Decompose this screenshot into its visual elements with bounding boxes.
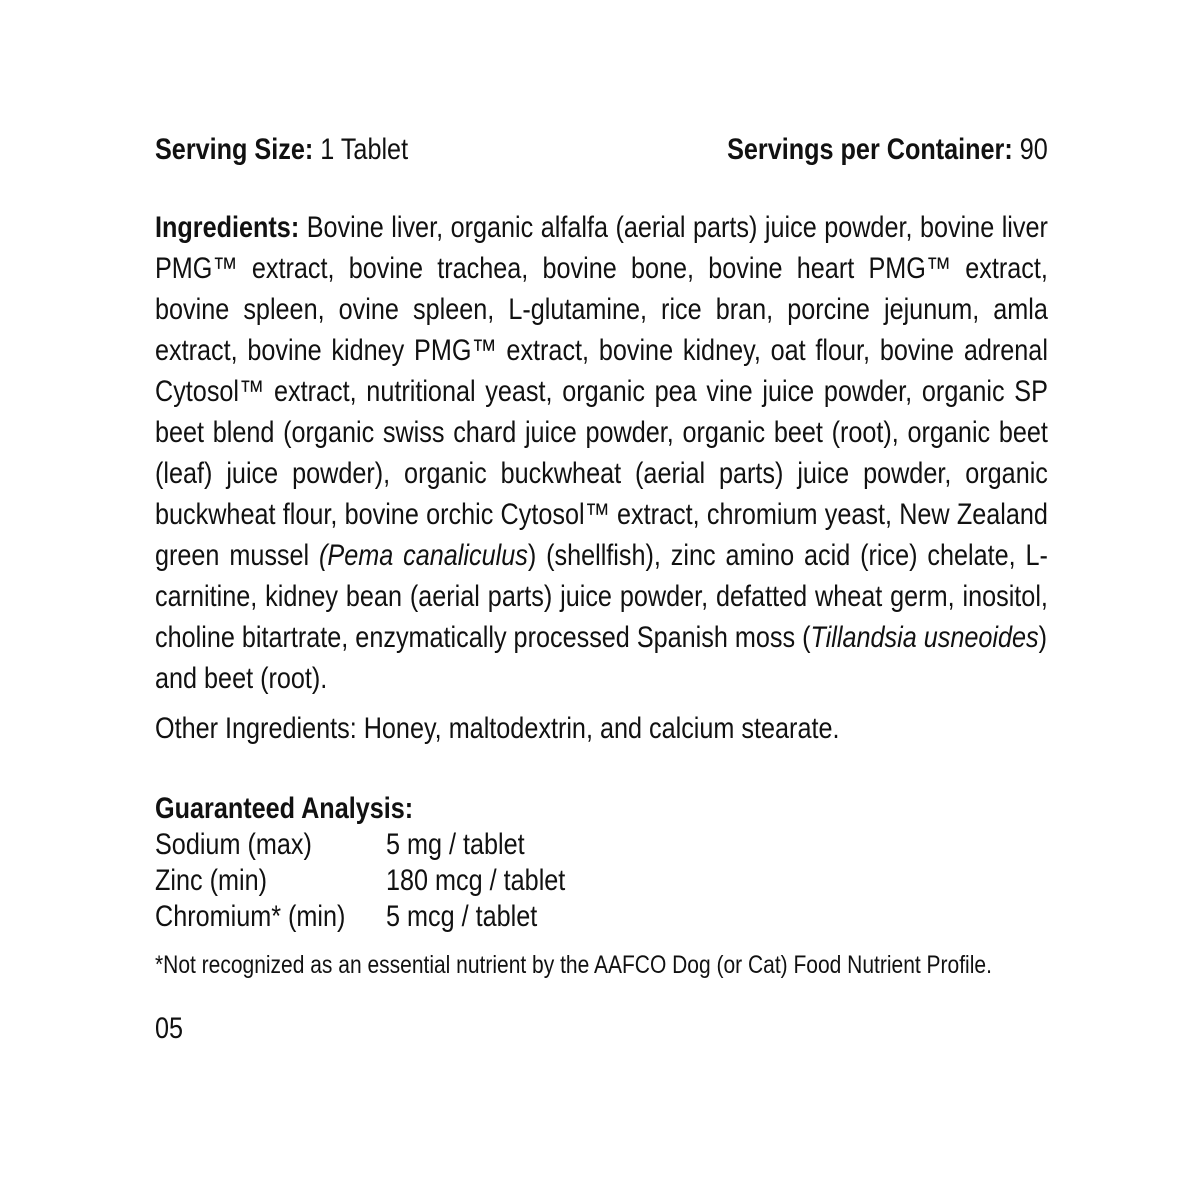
nutrient-name: Zinc (min) bbox=[155, 864, 268, 897]
ingredients-label: Ingredients: bbox=[155, 211, 300, 244]
ingredients-latin-moss: Tillandsia usneoides bbox=[810, 621, 1039, 654]
ingredients-text-last: and beet (root). bbox=[155, 662, 328, 695]
servings-per-container bbox=[727, 128, 1048, 172]
servings-per-container-label: Servings per Container: bbox=[727, 133, 1013, 166]
nutrient-amount: 180 mcg / tablet bbox=[386, 864, 566, 897]
nutrient-name: Sodium (max) bbox=[155, 828, 312, 861]
guaranteed-analysis-title: Guaranteed Analysis: bbox=[155, 792, 414, 825]
guaranteed-analysis bbox=[155, 791, 1048, 935]
serving-size-value: 1 Tablet bbox=[313, 133, 409, 166]
serving-size-label: Serving Size: bbox=[155, 133, 314, 166]
guaranteed-analysis-table bbox=[155, 827, 565, 935]
ingredients-text-1: Bovine liver, organic alfalfa (aerial parts) juice powder, bovine liver PMG™ extract, bovine trachea, bovine bone, bovine heart PMG™ extract, bovine spleen, ovine spleen, L-glutamine, rice bran, porcine jejunum, amla extract, bovine kidney PMG™ extract, bovine kidney, oat flour, bovine adrenal Cytosol™ extract, nutritional yeast, organic pea vine juice powder, organic SP beet blend (organic swiss chard juice powder, organic beet (root), organic beet (leaf) juice powder), organic buckwheat (aerial parts) juice powder, organic buckwheat flour, bovine orchic Cytosol™ extract, chromium yeast, New Zealand green mussel bbox=[155, 211, 1048, 572]
nutrient-amount: 5 mcg / tablet bbox=[386, 900, 538, 933]
ingredients-text-3: ) bbox=[1038, 621, 1048, 654]
aafco-footnote: *Not recognized as an essential nutrient by the AAFCO Dog (or Cat) Food Nutrient Profile. bbox=[155, 951, 992, 979]
table-row bbox=[155, 899, 565, 935]
nutrient-name: Chromium* (min) bbox=[155, 900, 346, 933]
ingredients-last-line bbox=[155, 658, 1048, 699]
page-number: 05 bbox=[155, 1012, 184, 1045]
ingredients-paragraph bbox=[155, 207, 1048, 658]
serving-info-row bbox=[155, 128, 1048, 172]
supplement-facts-panel bbox=[155, 128, 1048, 1049]
ingredients-text-2: ) (shellfish), zinc amino acid (rice) chelate, L-carnitine, kidney bean (aerial parts) juice powder, defatted wheat germ, inositol, choline bitartrate, enzymatically processed Spanish moss ( bbox=[155, 539, 1048, 654]
table-row bbox=[155, 827, 565, 863]
other-ingredients: Other Ingredients: Honey, maltodextrin, and calcium stearate. bbox=[155, 712, 840, 745]
table-row bbox=[155, 863, 565, 899]
ingredients-latin-mussel: (Pema canaliculus bbox=[319, 539, 528, 572]
servings-per-container-value: 90 bbox=[1012, 133, 1048, 166]
serving-size bbox=[155, 128, 408, 172]
nutrient-amount: 5 mg / tablet bbox=[386, 828, 525, 861]
